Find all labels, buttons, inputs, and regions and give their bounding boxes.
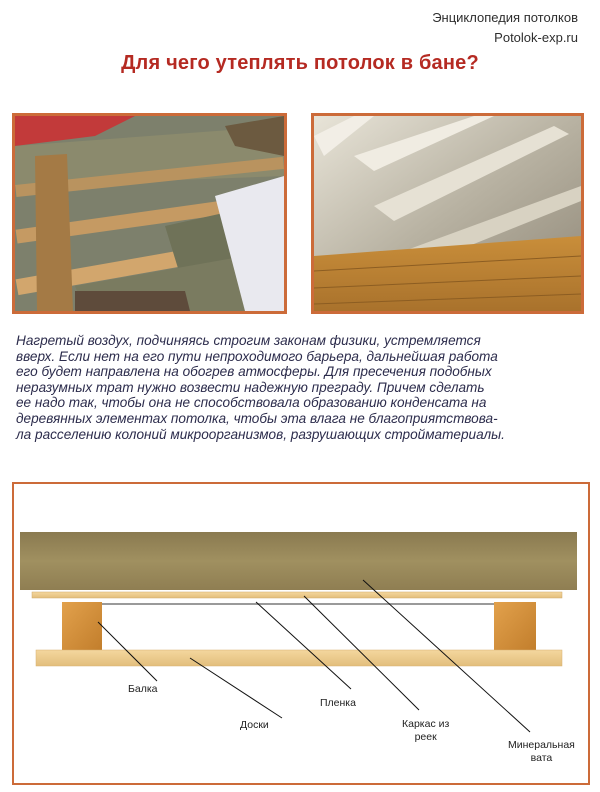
brand-line-1: Энциклопедия потолков [432,10,578,25]
beam-left [62,602,102,650]
body-paragraph: Нагретый воздух, подчиняясь строгим законам физики, устремляется вверх. Если нет на его пути непроходимого барьера, дальнейшая работа его будет направлена на обогрев атмосферы. Для пресечения подобных неразумных трат нужно возвести надежную преграду. Причем сделать ее надо так, чтобы она не способствовала образованию конденсата на деревянных элементах потолка, чтобы эта влага не благоприятствова- ла расселению колоний микроорганизмов, разрушающих стройматериалы. [16,333,505,442]
foil-photo-illustration [314,116,581,311]
beam-right [494,602,536,650]
mineral-wool-layer [20,532,577,590]
site-brand [432,8,578,48]
foil-ceiling-photo [311,113,584,314]
page-title: Для чего утеплять потолок в бане? [121,52,479,74]
ceiling-layers-diagram [12,482,590,785]
label-boards: Доски [240,719,269,731]
label-film: Пленка [320,697,356,709]
diagram-drawing [14,484,588,783]
brand-line-2: Potolok-exp.ru [494,30,578,45]
boards-layer [36,650,562,666]
label-frame: Каркас из реек [402,718,450,743]
frame-slat [32,592,562,598]
attic-mineral-wool-photo [12,113,287,314]
label-beam: Балка [128,683,158,695]
label-wool: Минеральная вата [508,739,575,764]
attic-photo-illustration [15,116,284,311]
